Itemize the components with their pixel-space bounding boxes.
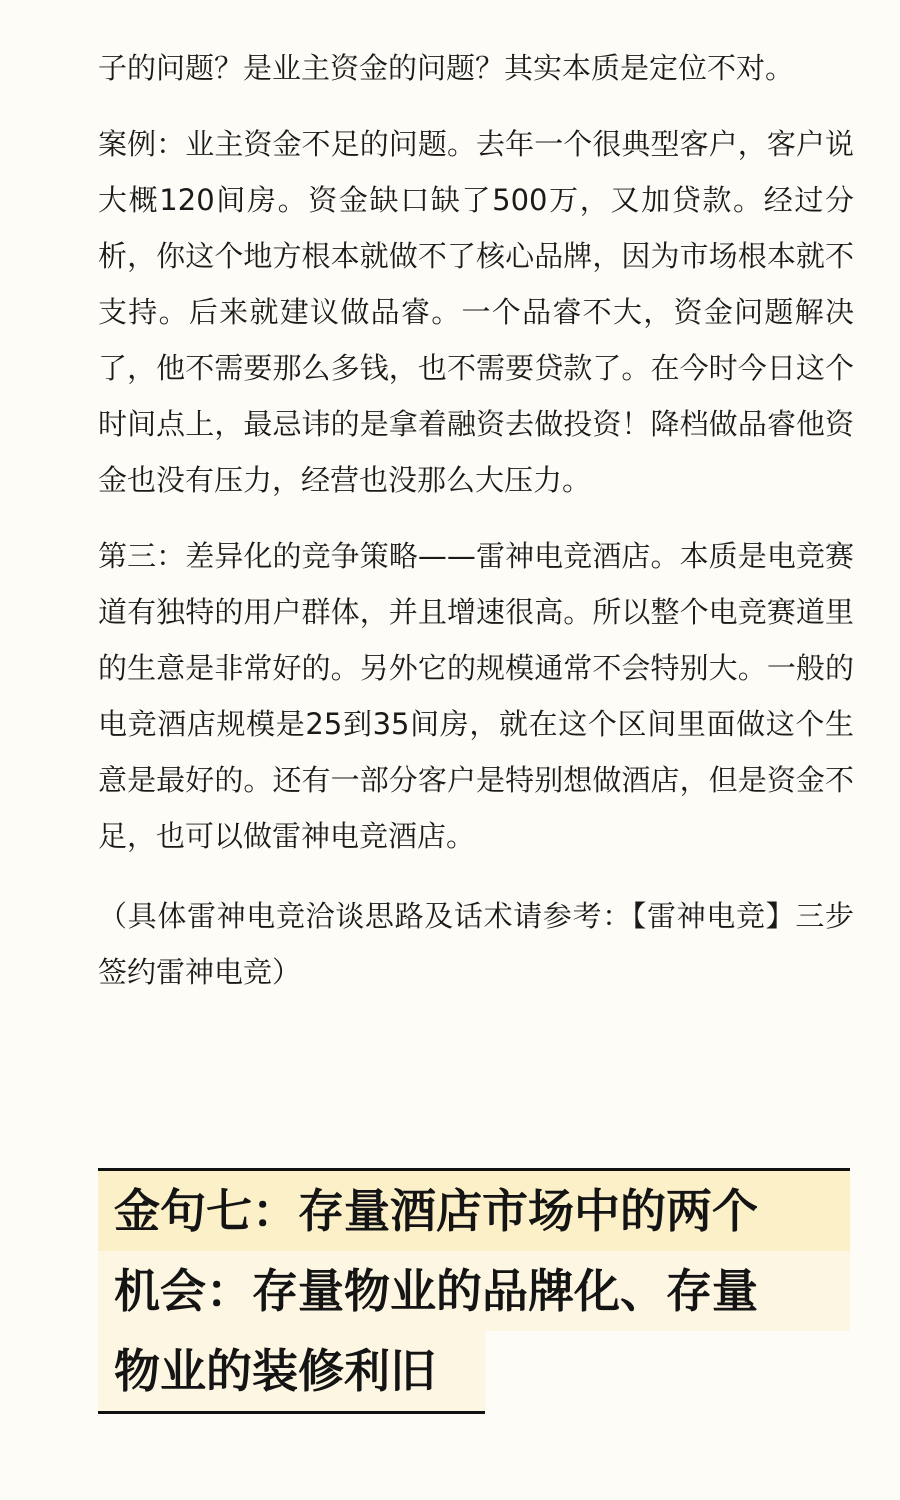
heading-line-3: 物业的装修利旧 (98, 1331, 485, 1411)
heading-bottom-rule (98, 1411, 485, 1414)
paragraph-third: 第三：差异化的竞争策略——雷神电竞酒店。本质是电竞赛道有独特的用户群体，并且增速很高。所以整个电竞赛道里的生意是非常好的。另外它的规模通常不会特别大。一般的电竞酒店规模是25到35间房，就在这个区间里面做这个生意是最好的。还有一部分客户是特别想做酒店，但是资金不足，也可以做雷神电竞酒店。 (98, 539, 854, 853)
article-body (98, 40, 854, 1020)
reference-note: （具体雷神电竞洽谈思路及话术请参考：【雷神电竞】三步签约雷神电竞） (98, 899, 854, 989)
heading-line-2: 机会：存量物业的品牌化、存量 (98, 1251, 850, 1331)
paragraph-intro: 子的问题？是业主资金的问题？其实本质是定位不对。 (98, 51, 795, 85)
heading-line-1: 金句七：存量酒店市场中的两个 (98, 1171, 850, 1251)
paragraph-case: 案例：业主资金不足的问题。去年一个很典型客户，客户说大概120间房。资金缺口缺了500万，又加贷款。经过分析，你这个地方根本就做不了核心品牌，因为市场根本就不支持。后来就建议做品睿。一个品睿不大，资金问题解决了，他不需要那么多钱，也不需要贷款了。在今时今日这个时间点上，最忌讳的是拿着融资去做投资！降档做品睿他资金也没有压力，经营也没那么大压力。 (98, 127, 854, 497)
golden-quote-heading (98, 1168, 850, 1414)
